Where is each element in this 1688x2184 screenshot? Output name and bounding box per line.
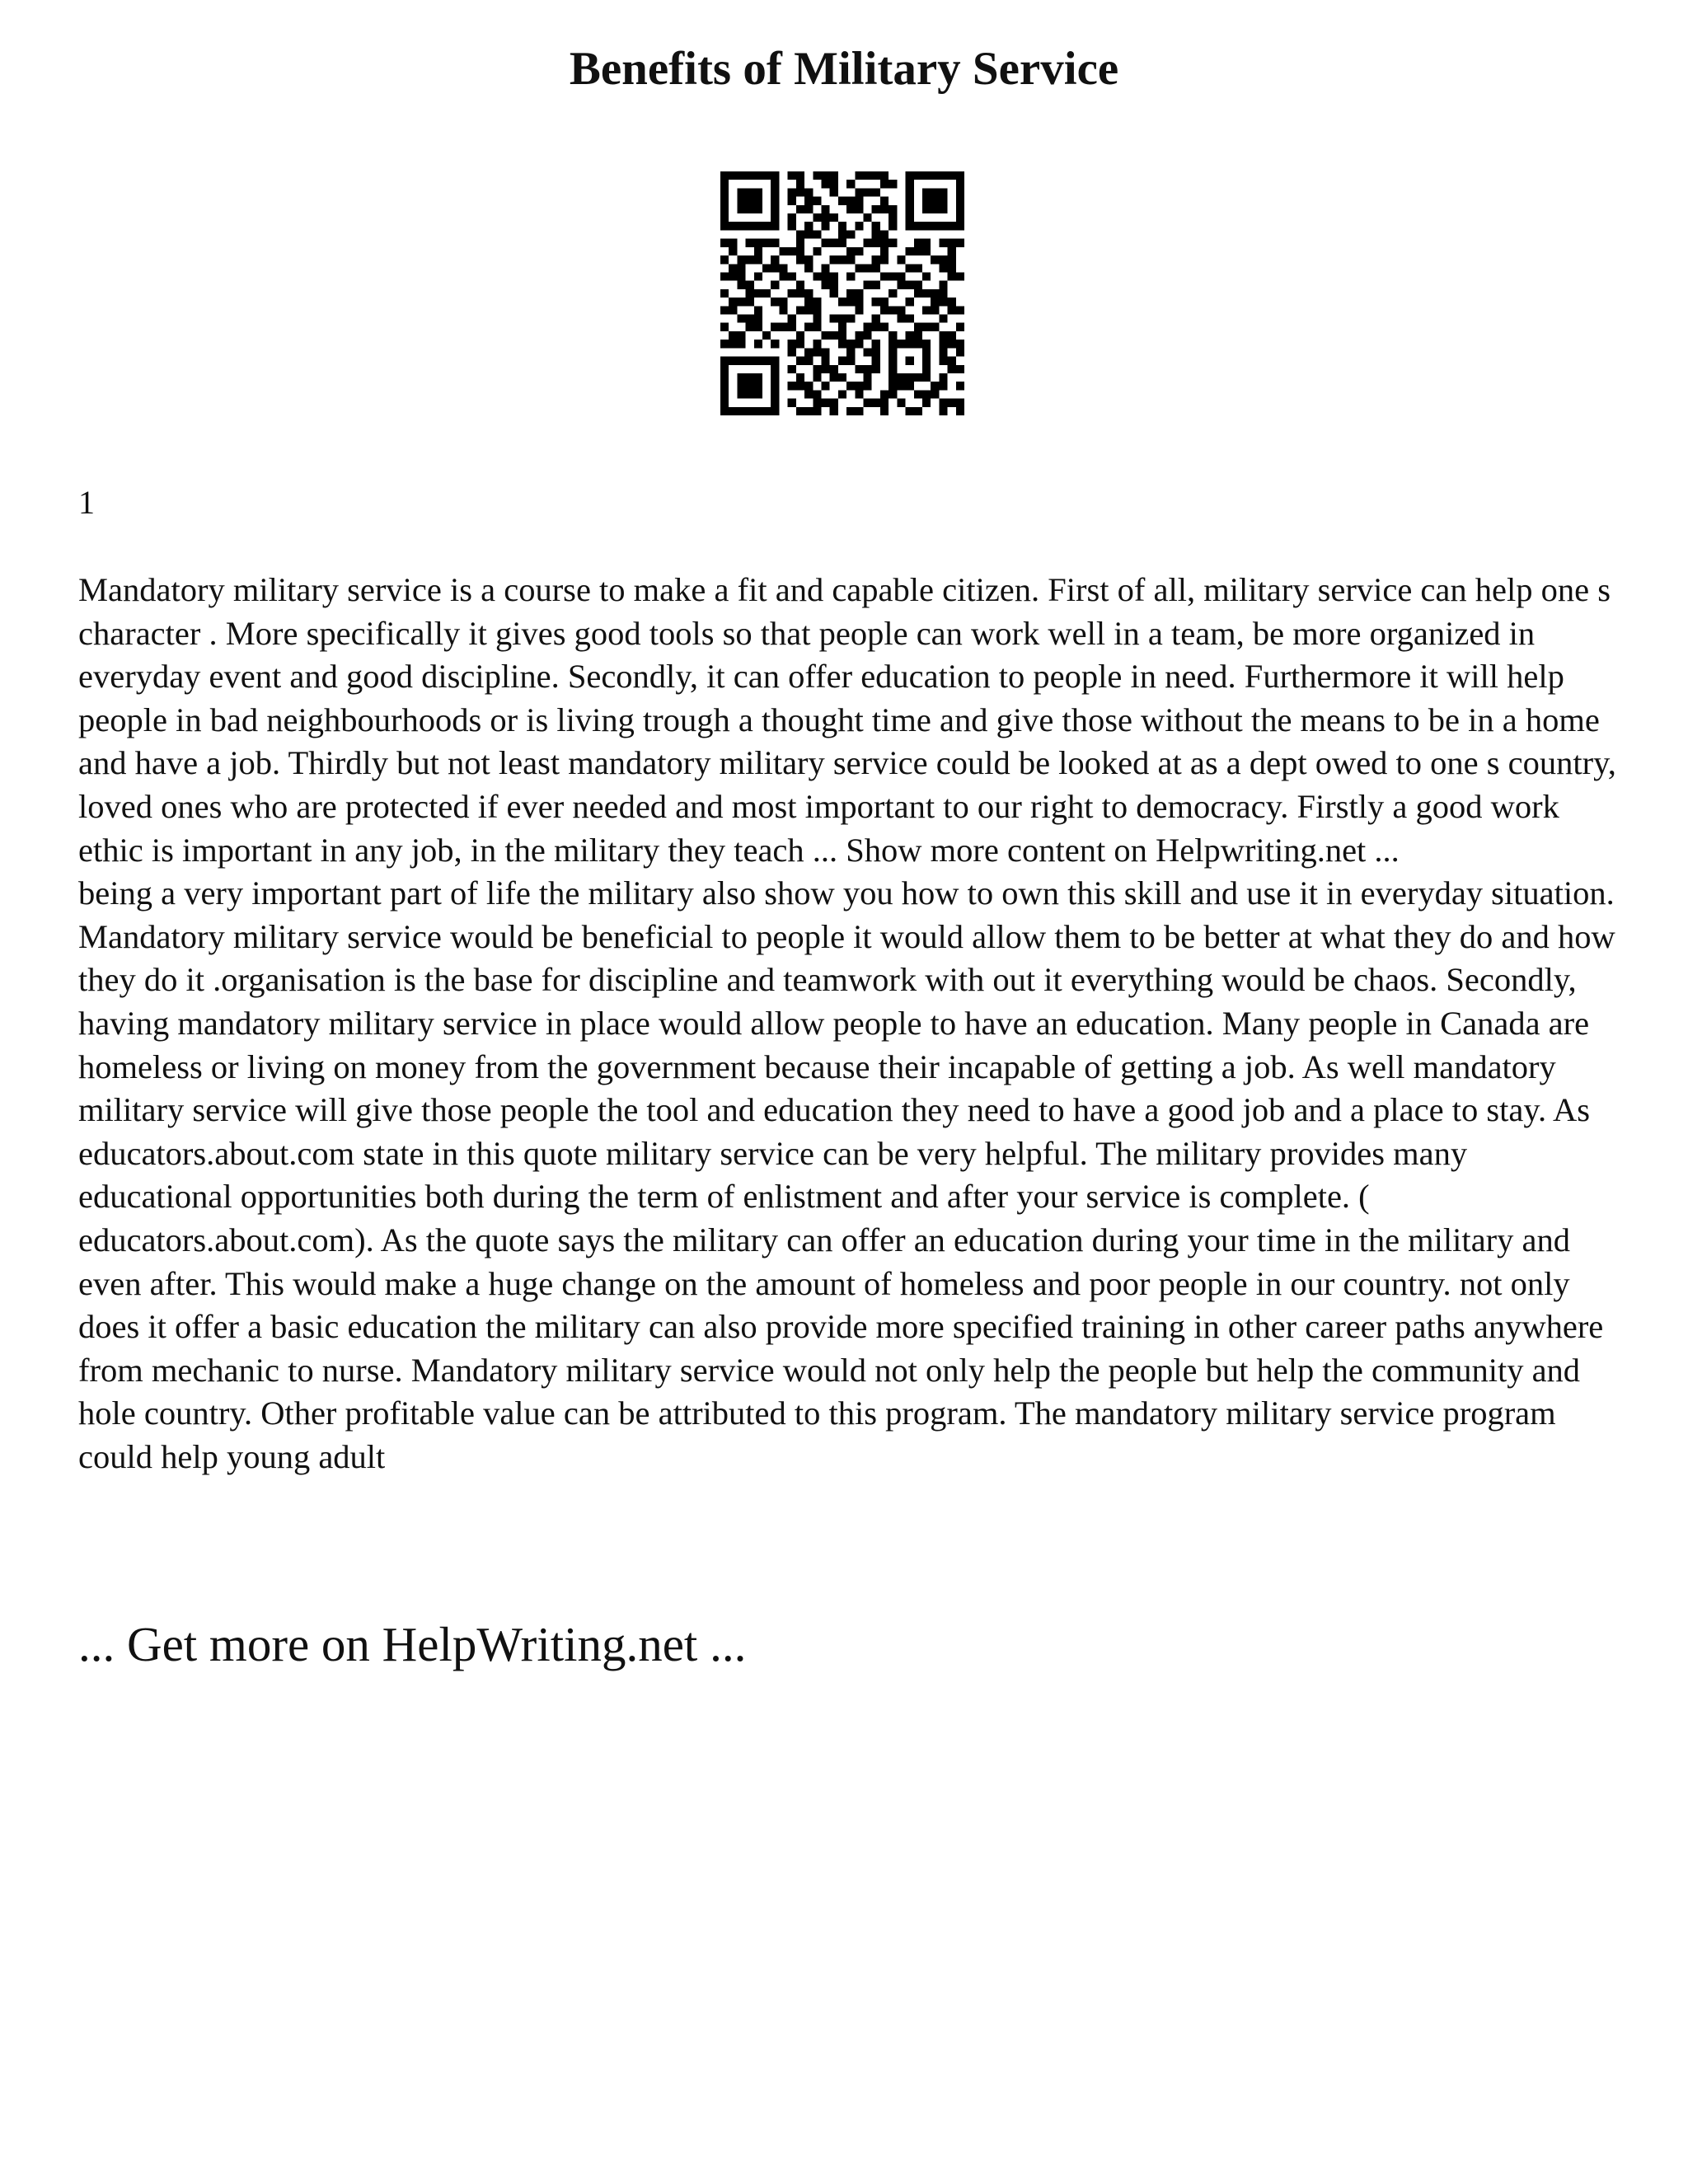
get-more-link[interactable]: ... Get more on HelpWriting.net ... xyxy=(78,1617,747,1671)
page-number: 1 xyxy=(78,484,95,521)
paragraph-1: Mandatory military service is a course to make a fit and capable citizen. First of all, military service can help one s character . More specifically it gives good tools so that people can work well in a team, be more organized in everyday event and good discipline. Secondly, it can offer education to people in need. Furthermore it will help people in bad neighbourhoods or is living trough a thought time and give those without the means to be in a home and have a job. Thirdly but not least mandatory military service could be looked at as a dept owed to one s country, loved ones who are protected if ever needed and most important to our right to democracy. Firstly a good work ethic is important in any job, in the military they teach ... Show more content on Helpwriting.net ... xyxy=(78,571,1616,869)
page-title: Benefits of Military Service xyxy=(569,43,1119,95)
paragraph-2: being a very important part of life the military also show you how to own this skill and use it in everyday situation. Mandatory military service would be beneficial to people it would allow them to be better at what they do and how they do it .organisation is the base for discipline and teamwork with out it everything would be chaos. Secondly, having mandatory military service in place would allow people to have an education. Many people in Canada are homeless or living on money from the government because their incapable of getting a job. As well mandatory military service will give those people the tool and education they need to have a good job and a place to stay. As educators.about.com state in this quote military service can be very helpful. The military provides many educational opportunities both during the term of enlistment and after your service is complete. ( educators.about.com). As the quote says the military can offer an education during your time in the military and even after. This would make a huge change on the amount of homeless and poor people in our country. not only does it offer a basic education the military can also provide more specified training in other career paths anywhere from mechanic to nurse. Mandatory military service would not only help the people but help the community and hole country. Other profitable value can be attributed to this program. The mandatory military service program could help young adult xyxy=(78,874,1615,1475)
qr-code-icon[interactable] xyxy=(720,171,964,415)
body-text xyxy=(78,569,1628,1479)
